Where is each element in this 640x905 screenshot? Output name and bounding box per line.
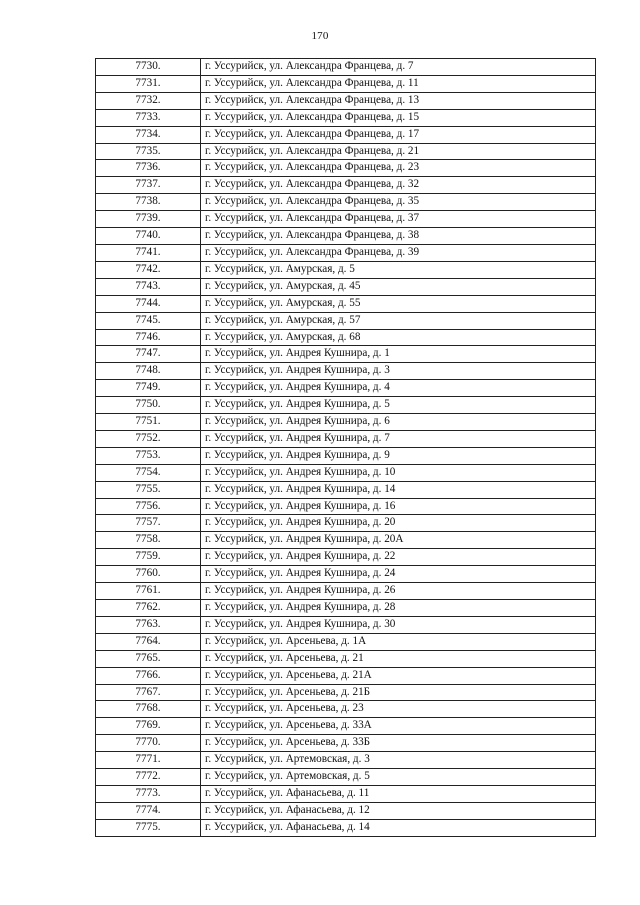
row-address: г. Уссурийск, ул. Александра Францева, д. 39 xyxy=(201,244,596,261)
address-table xyxy=(95,58,596,837)
row-number: 7771. xyxy=(96,752,201,769)
row-number: 7752. xyxy=(96,430,201,447)
row-address: г. Уссурийск, ул. Амурская, д. 55 xyxy=(201,295,596,312)
row-address: г. Уссурийск, ул. Афанасьева, д. 11 xyxy=(201,785,596,802)
row-address: г. Уссурийск, ул. Александра Францева, д. 15 xyxy=(201,109,596,126)
row-number: 7740. xyxy=(96,228,201,245)
row-number: 7753. xyxy=(96,447,201,464)
table-row xyxy=(96,75,596,92)
row-address: г. Уссурийск, ул. Александра Францева, д. 32 xyxy=(201,177,596,194)
table-row xyxy=(96,109,596,126)
table-row xyxy=(96,498,596,515)
table-row xyxy=(96,312,596,329)
row-address: г. Уссурийск, ул. Александра Францева, д. 35 xyxy=(201,194,596,211)
row-number: 7735. xyxy=(96,143,201,160)
row-address: г. Уссурийск, ул. Андрея Кушнира, д. 9 xyxy=(201,447,596,464)
table-row xyxy=(96,650,596,667)
row-address: г. Уссурийск, ул. Андрея Кушнира, д. 3 xyxy=(201,363,596,380)
row-address: г. Уссурийск, ул. Амурская, д. 57 xyxy=(201,312,596,329)
row-number: 7764. xyxy=(96,633,201,650)
row-number: 7765. xyxy=(96,650,201,667)
row-number: 7741. xyxy=(96,244,201,261)
row-number: 7736. xyxy=(96,160,201,177)
row-address: г. Уссурийск, ул. Арсеньева, д. 21 xyxy=(201,650,596,667)
table-row xyxy=(96,143,596,160)
row-address: г. Уссурийск, ул. Арсеньева, д. 21Б xyxy=(201,684,596,701)
row-address: г. Уссурийск, ул. Андрея Кушнира, д. 4 xyxy=(201,380,596,397)
page-number: 170 xyxy=(311,30,329,42)
table-row xyxy=(96,684,596,701)
row-number: 7756. xyxy=(96,498,201,515)
table-row xyxy=(96,481,596,498)
table-row xyxy=(96,769,596,786)
table-row xyxy=(96,600,596,617)
row-address: г. Уссурийск, ул. Амурская, д. 45 xyxy=(201,278,596,295)
row-number: 7742. xyxy=(96,261,201,278)
row-address: г. Уссурийск, ул. Арсеньева, д. 23 xyxy=(201,701,596,718)
row-number: 7755. xyxy=(96,481,201,498)
row-number: 7766. xyxy=(96,667,201,684)
table-row xyxy=(96,819,596,836)
table-row xyxy=(96,515,596,532)
table-row xyxy=(96,177,596,194)
row-address: г. Уссурийск, ул. Андрея Кушнира, д. 20 xyxy=(201,515,596,532)
row-number: 7754. xyxy=(96,464,201,481)
row-number: 7772. xyxy=(96,769,201,786)
row-number: 7759. xyxy=(96,549,201,566)
row-address: г. Уссурийск, ул. Александра Францева, д. 38 xyxy=(201,228,596,245)
row-address: г. Уссурийск, ул. Артемовская, д. 3 xyxy=(201,752,596,769)
row-number: 7769. xyxy=(96,718,201,735)
table-row xyxy=(96,126,596,143)
row-number: 7731. xyxy=(96,75,201,92)
table-row xyxy=(96,447,596,464)
table-row xyxy=(96,278,596,295)
row-address: г. Уссурийск, ул. Андрея Кушнира, д. 5 xyxy=(201,397,596,414)
row-address: г. Уссурийск, ул. Афанасьева, д. 12 xyxy=(201,802,596,819)
table-row xyxy=(96,380,596,397)
table-row xyxy=(96,430,596,447)
table-row xyxy=(96,228,596,245)
row-number: 7758. xyxy=(96,532,201,549)
row-number: 7768. xyxy=(96,701,201,718)
row-address: г. Уссурийск, ул. Арсеньева, д. 33А xyxy=(201,718,596,735)
table-row xyxy=(96,667,596,684)
table-row xyxy=(96,92,596,109)
row-number: 7773. xyxy=(96,785,201,802)
table-row xyxy=(96,160,596,177)
row-number: 7747. xyxy=(96,346,201,363)
row-number: 7751. xyxy=(96,414,201,431)
row-number: 7774. xyxy=(96,802,201,819)
table-row xyxy=(96,735,596,752)
row-address: г. Уссурийск, ул. Александра Францева, д. 13 xyxy=(201,92,596,109)
row-number: 7763. xyxy=(96,616,201,633)
table-row xyxy=(96,211,596,228)
table-row xyxy=(96,194,596,211)
table-row xyxy=(96,295,596,312)
table-row xyxy=(96,261,596,278)
table-row xyxy=(96,414,596,431)
row-address: г. Уссурийск, ул. Андрея Кушнира, д. 1 xyxy=(201,346,596,363)
row-number: 7760. xyxy=(96,566,201,583)
row-address: г. Уссурийск, ул. Александра Францева, д. 23 xyxy=(201,160,596,177)
row-number: 7732. xyxy=(96,92,201,109)
table-row xyxy=(96,397,596,414)
table-row xyxy=(96,363,596,380)
row-address: г. Уссурийск, ул. Арсеньева, д. 1А xyxy=(201,633,596,650)
row-number: 7737. xyxy=(96,177,201,194)
table-row xyxy=(96,583,596,600)
table-row xyxy=(96,549,596,566)
row-address: г. Уссурийск, ул. Андрея Кушнира, д. 26 xyxy=(201,583,596,600)
row-number: 7770. xyxy=(96,735,201,752)
table-row xyxy=(96,752,596,769)
table-row xyxy=(96,802,596,819)
row-number: 7767. xyxy=(96,684,201,701)
row-address: г. Уссурийск, ул. Артемовская, д. 5 xyxy=(201,769,596,786)
row-address: г. Уссурийск, ул. Александра Францева, д. 37 xyxy=(201,211,596,228)
row-address: г. Уссурийск, ул. Андрея Кушнира, д. 10 xyxy=(201,464,596,481)
row-address: г. Уссурийск, ул. Андрея Кушнира, д. 14 xyxy=(201,481,596,498)
row-number: 7748. xyxy=(96,363,201,380)
table-row xyxy=(96,59,596,76)
row-address: г. Уссурийск, ул. Арсеньева, д. 21А xyxy=(201,667,596,684)
row-address: г. Уссурийск, ул. Андрея Кушнира, д. 28 xyxy=(201,600,596,617)
table-row xyxy=(96,346,596,363)
row-number: 7745. xyxy=(96,312,201,329)
row-address: г. Уссурийск, ул. Андрея Кушнира, д. 30 xyxy=(201,616,596,633)
row-number: 7757. xyxy=(96,515,201,532)
row-number: 7730. xyxy=(96,59,201,76)
row-number: 7746. xyxy=(96,329,201,346)
address-table-body xyxy=(96,59,596,837)
row-number: 7738. xyxy=(96,194,201,211)
row-number: 7734. xyxy=(96,126,201,143)
row-address: г. Уссурийск, ул. Андрея Кушнира, д. 7 xyxy=(201,430,596,447)
table-row xyxy=(96,464,596,481)
table-row xyxy=(96,566,596,583)
row-number: 7749. xyxy=(96,380,201,397)
row-address: г. Уссурийск, ул. Александра Францева, д. 21 xyxy=(201,143,596,160)
row-address: г. Уссурийск, ул. Андрея Кушнира, д. 6 xyxy=(201,414,596,431)
row-address: г. Уссурийск, ул. Арсеньева, д. 33Б xyxy=(201,735,596,752)
row-address: г. Уссурийск, ул. Андрея Кушнира, д. 20А xyxy=(201,532,596,549)
table-row xyxy=(96,616,596,633)
row-number: 7743. xyxy=(96,278,201,295)
table-row xyxy=(96,785,596,802)
row-address: г. Уссурийск, ул. Андрея Кушнира, д. 16 xyxy=(201,498,596,515)
row-address: г. Уссурийск, ул. Амурская, д. 68 xyxy=(201,329,596,346)
row-number: 7762. xyxy=(96,600,201,617)
row-number: 7750. xyxy=(96,397,201,414)
table-row xyxy=(96,532,596,549)
row-number: 7775. xyxy=(96,819,201,836)
table-row xyxy=(96,633,596,650)
row-address: г. Уссурийск, ул. Афанасьева, д. 14 xyxy=(201,819,596,836)
table-row xyxy=(96,718,596,735)
row-address: г. Уссурийск, ул. Амурская, д. 5 xyxy=(201,261,596,278)
row-number: 7744. xyxy=(96,295,201,312)
row-address: г. Уссурийск, ул. Александра Францева, д. 17 xyxy=(201,126,596,143)
table-row xyxy=(96,701,596,718)
row-address: г. Уссурийск, ул. Андрея Кушнира, д. 24 xyxy=(201,566,596,583)
table-row xyxy=(96,329,596,346)
row-address: г. Уссурийск, ул. Андрея Кушнира, д. 22 xyxy=(201,549,596,566)
row-address: г. Уссурийск, ул. Александра Францева, д. 7 xyxy=(201,59,596,76)
row-number: 7733. xyxy=(96,109,201,126)
table-row xyxy=(96,244,596,261)
row-number: 7761. xyxy=(96,583,201,600)
row-number: 7739. xyxy=(96,211,201,228)
row-address: г. Уссурийск, ул. Александра Францева, д. 11 xyxy=(201,75,596,92)
